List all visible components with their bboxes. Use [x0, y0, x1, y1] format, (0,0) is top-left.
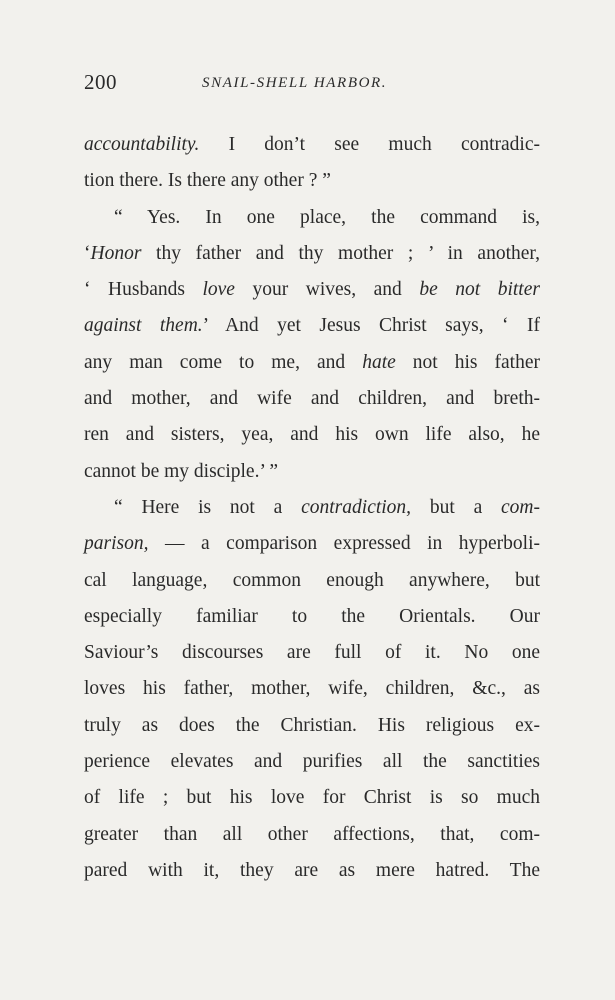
text-segment: but a: [411, 496, 502, 518]
text-line: [84, 417, 540, 453]
text-segment: and mother, and wife and children, and breth-: [84, 388, 540, 410]
text-line: [84, 708, 540, 744]
italic-text: parison,: [84, 533, 149, 555]
text-segment: — a comparison expressed in hyperboli-: [148, 533, 540, 555]
italic-text: be not bitter: [419, 279, 540, 301]
text-segment: I don’t see much contradic-: [199, 134, 540, 155]
text-segment: cannot be my disciple.’ ”: [84, 460, 279, 482]
running-title: SNAIL-SHELL HARBOR.: [202, 75, 388, 91]
italic-text: com-: [501, 496, 541, 518]
text-segment: loves his father, mother, wife, children, &c., as: [84, 678, 540, 700]
text-segment: of life ; but his love for Christ is so much: [84, 787, 540, 809]
italic-text: contradiction,: [301, 496, 412, 518]
text-segment: ‘ Husbands: [84, 279, 203, 301]
text-line: [84, 635, 540, 671]
text-segment: any man come to me, and: [84, 351, 363, 373]
text-segment: cal language, common enough anywhere, but: [84, 569, 540, 591]
text-segment: tion there. Is there any other ? ”: [84, 170, 331, 192]
text-segment: greater than all other affections, that, com-: [84, 823, 540, 845]
italic-text: against them.: [84, 315, 203, 337]
text-segment: “ Here is not a: [114, 496, 302, 518]
running-head: [84, 70, 540, 100]
text-line: [84, 563, 540, 599]
text-line: [84, 200, 540, 236]
text-line: [84, 236, 540, 272]
text-line: [84, 454, 540, 490]
text-segment: pared with it, they are as mere hatred. The: [84, 859, 540, 881]
text-segment: truly as does the Christian. His religious ex-: [84, 714, 540, 736]
text-line: [84, 817, 540, 853]
text-line: [84, 163, 540, 199]
text-line: [84, 599, 540, 635]
text-segment: ’ And yet Jesus Christ says, ‘ If: [202, 315, 540, 337]
page-number: 200: [84, 70, 117, 94]
text-line: [84, 127, 540, 163]
text-segment: especially familiar to the Orientals. Our: [84, 605, 540, 627]
text-line: [84, 381, 540, 417]
text-line: [84, 308, 540, 344]
text-line: [84, 345, 540, 381]
text-segment: your wives, and: [234, 279, 420, 301]
text-line: [84, 853, 540, 889]
italic-text: love: [202, 279, 235, 301]
text-segment: Saviour’s discourses are full of it. No one: [84, 642, 540, 664]
italic-text: hate: [362, 351, 396, 373]
italic-text: accountability.: [84, 134, 200, 155]
text-segment: not his father: [395, 351, 541, 373]
text-segment: “ Yes. In one place, the command is,: [114, 206, 540, 228]
text-segment: perience elevates and purifies all the sanctities: [84, 751, 540, 773]
text-line: [84, 780, 540, 816]
text-segment: ren and sisters, yea, and his own life also, he: [84, 424, 540, 446]
text-line: [84, 490, 540, 526]
text-line: [84, 272, 540, 308]
text-segment: thy father and thy mother ; ’ in another,: [141, 242, 540, 264]
italic-text: Honor: [90, 242, 142, 264]
text-segment: ‘: [84, 242, 91, 264]
text-line: [84, 744, 540, 780]
text-line: [84, 526, 540, 562]
text-line: [84, 671, 540, 707]
body-text: [84, 127, 540, 889]
